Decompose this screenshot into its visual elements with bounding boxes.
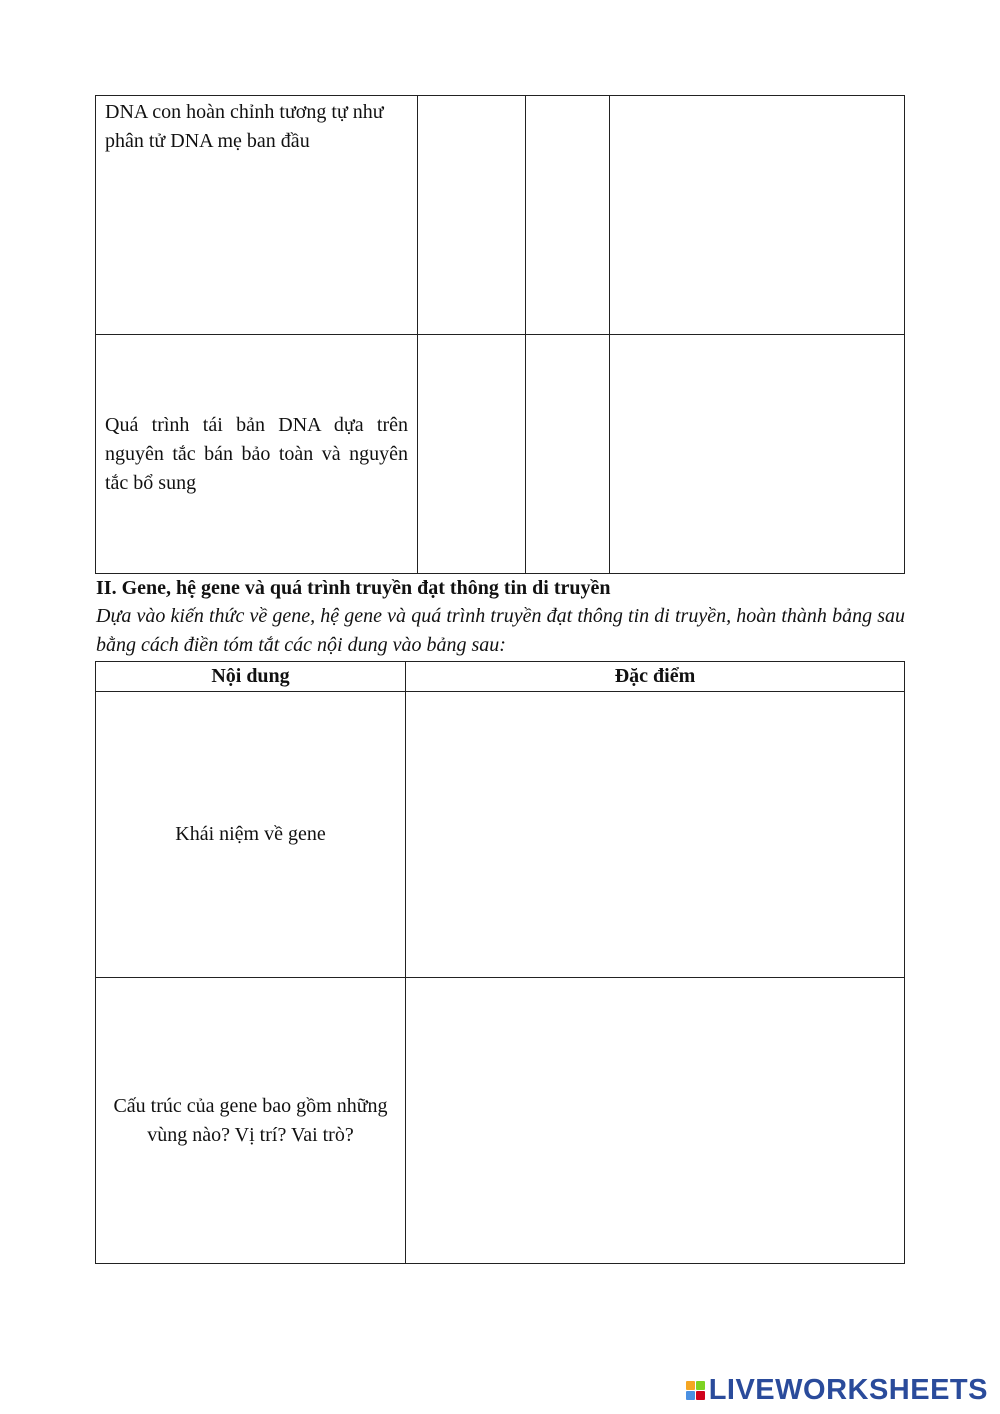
dna-replication-table: [95, 95, 905, 574]
table-row: [96, 692, 905, 978]
logo-icon: [686, 1381, 705, 1400]
content-cell: Cấu trúc của gene bao gồm những vùng nào? Vị trí? Vai trò?: [96, 978, 406, 1264]
answer-cell[interactable]: [406, 692, 905, 978]
answer-cell[interactable]: [418, 96, 526, 335]
liveworksheets-logo: [686, 1374, 988, 1406]
section-title: II. Gene, hệ gene và quá trình truyền đạt thông tin di truyền: [96, 577, 611, 599]
column-header: Nội dung: [96, 662, 406, 692]
answer-cell[interactable]: [610, 335, 905, 574]
content-cell: Khái niệm về gene: [96, 692, 406, 978]
table-row: [96, 96, 905, 335]
table-row: [96, 978, 905, 1264]
logo-square: [686, 1391, 695, 1400]
content-text: Quá trình tái bản DNA dựa trên nguyên tắc bán bảo toàn và nguyên tắc bổ sung: [105, 413, 408, 494]
logo-square: [696, 1391, 705, 1400]
table-row: [96, 335, 905, 574]
answer-cell[interactable]: [418, 335, 526, 574]
column-header: Đặc điểm: [406, 662, 905, 692]
answer-cell[interactable]: [610, 96, 905, 335]
table-header-row: [96, 662, 905, 692]
content-text: DNA con hoàn chỉnh tương tự như phân tử DNA mẹ ban đầu: [105, 101, 384, 152]
answer-cell[interactable]: [526, 335, 610, 574]
answer-cell[interactable]: [526, 96, 610, 335]
logo-square: [686, 1381, 695, 1390]
instruction-text: Dựa vào kiến thức về gene, hệ gene và quá trình truyền đạt thông tin di truyền, hoàn thành bảng sau bằng cách điền tóm tắt các nội dung vào bảng sau:: [96, 605, 905, 656]
content-cell: [96, 96, 418, 335]
gene-summary-table: [95, 661, 905, 1264]
logo-square: [696, 1381, 705, 1390]
answer-cell[interactable]: [406, 978, 905, 1264]
logo-text: LIVEWORKSHEETS: [708, 1373, 988, 1406]
content-cell: [96, 335, 418, 574]
